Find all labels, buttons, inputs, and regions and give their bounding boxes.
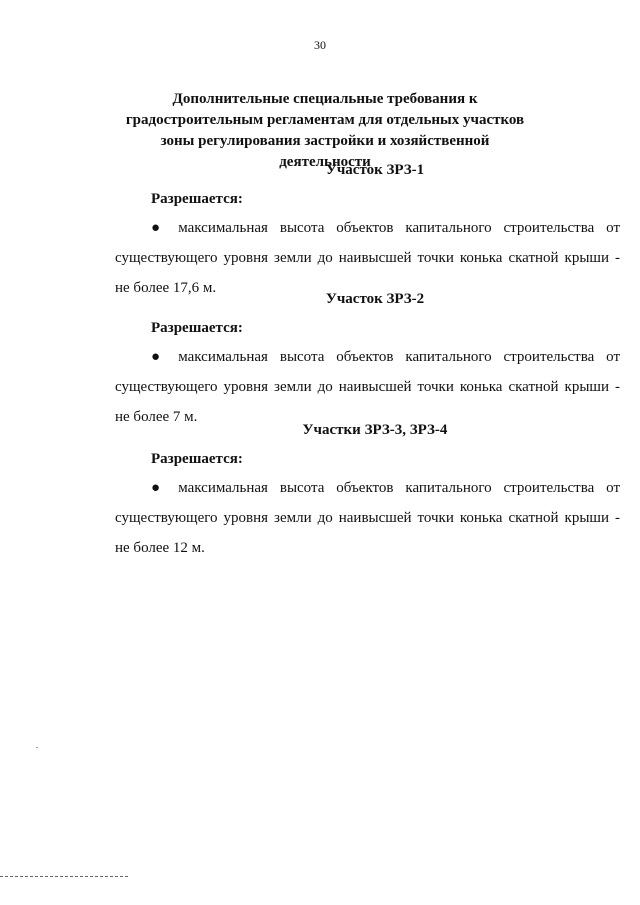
requirement-paragraph [115, 473, 620, 563]
section-title: Участок ЗРЗ-2 [325, 291, 425, 307]
requirement-line-3: не более 17,6 м. [115, 280, 217, 296]
section-title: Участок ЗРЗ-1 [325, 162, 425, 178]
requirement-line-2: существующего уровня земли до наивысшей точки конька скатной крыши - [115, 510, 620, 526]
requirement-line-2: существующего уровня земли до наивысшей точки конька скатной крыши - [115, 250, 620, 266]
requirement-text: максимальная высота объектов капитального строительства от [178, 349, 621, 365]
requirement-paragraph [115, 342, 620, 432]
section-zrz-2 [115, 289, 620, 432]
allowed-label: Разрешается: [151, 191, 243, 207]
section-zrz-3-4 [115, 420, 620, 563]
requirement-line-1 [115, 213, 620, 243]
footer-divider [0, 876, 128, 877]
bullet-icon: ● [151, 480, 169, 496]
bullet-icon: ● [151, 349, 169, 365]
document-heading: Дополнительные специальные требования к градостроительным регламентам для отдельных участков зоны регулирования застройки и хозяйственной деятельности [125, 91, 525, 170]
requirement-line-1 [115, 473, 620, 503]
section-title: Участки ЗРЗ-3, ЗРЗ-4 [302, 422, 448, 438]
bullet-icon: ● [151, 220, 169, 236]
requirement-line-3: не более 7 м. [115, 409, 198, 425]
requirement-text: максимальная высота объектов капитального строительства от [178, 480, 621, 496]
allowed-label: Разрешается: [151, 320, 243, 336]
requirement-line-2: существующего уровня земли до наивысшей точки конька скатной крыши - [115, 379, 620, 395]
allowed-label: Разрешается: [151, 451, 243, 467]
section-zrz-1 [115, 160, 620, 303]
page-number: 30 [314, 38, 326, 52]
requirement-line-1 [115, 342, 620, 372]
requirement-line-3: не более 12 м. [115, 540, 205, 556]
margin-mark [36, 747, 38, 748]
requirement-text: максимальная высота объектов капитального строительства от [178, 220, 621, 236]
